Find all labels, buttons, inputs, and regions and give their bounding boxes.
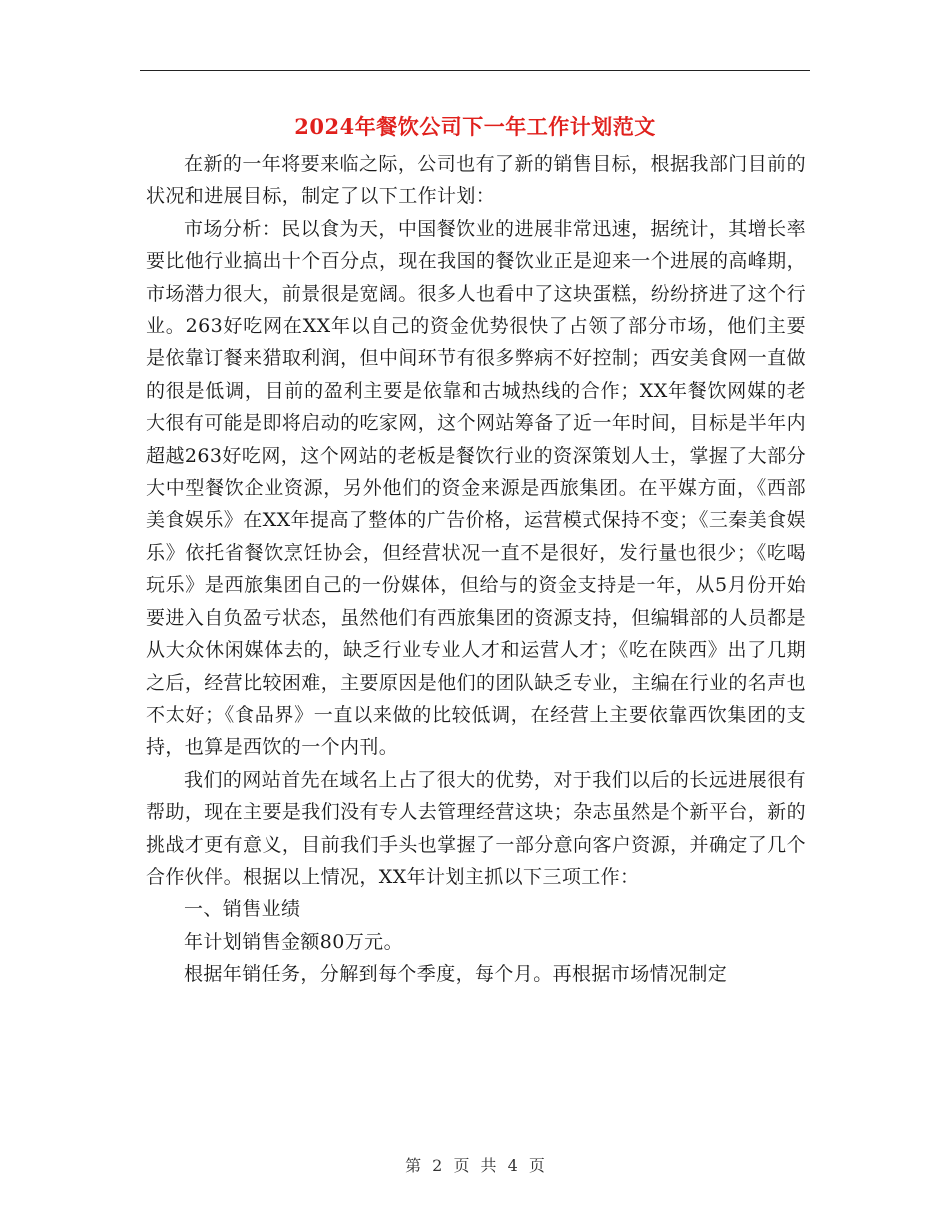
page-number: 第 2 页 共 4 页 [405, 1156, 545, 1175]
document-title: 2024年餐饮公司下一年工作计划范文 [294, 114, 656, 139]
section-heading-sales: 一、销售业绩 [184, 898, 301, 921]
paragraph-intro: 在新的一年将要来临之际，公司也有了新的销售目标，根据我部门目前的状况和进展目标，制定了以下工作计划： [146, 153, 806, 208]
paragraph-our-advantages: 我们的网站首先在域名上占了很大的优势，对于我们以后的长远进展很有帮助，现在主要是我们没有专人去管理经营这块；杂志虽然是个新平台，新的挑战才更有意义，目前我们手头也掌握了一部分意向客户资源，并确定了几个合作伙伴。根据以上情况，XX年计划主抓以下三项工作： [146, 768, 806, 888]
header-rule [140, 70, 810, 71]
document-body [146, 148, 806, 991]
paragraph-sales-breakdown: 根据年销任务，分解到每个季度，每个月。再根据市场情况制定 [184, 963, 728, 986]
paragraph-sales-target: 年计划销售金额80万元。 [184, 930, 403, 953]
paragraph-market-analysis: 市场分析：民以食为天，中国餐饮业的进展非常迅速，据统计，其增长率要比他行业搞出十个百分点，现在我国的餐饮业正是迎来一个进展的高峰期，市场潜力很大，前景很是宽阔。很多人也看中了这块蛋糕，纷纷挤进了这个行业。263好吃网在XX年以自己的资金优势很快了占领了部分市场，他们主要是依靠订餐来猎取利润，但中间环节有很多弊病不好控制；西安美食网一直做的很是低调，目前的盈利主要是依靠和古城热线的合作；XX年餐饮网媒的老大很有可能是即将启动的吃家网，这个网站筹备了近一年时间，目标是半年内超越263好吃网，这个网站的老板是餐饮行业的资深策划人士，掌握了大部分大中型餐饮企业资源，另外他们的资金来源是西旅集团。在平媒方面，《西部美食娱乐》在XX年提高了整体的广告价格，运营模式保持不变；《三秦美食娱乐》依托省餐饮烹饪协会，但经营状况一直不是很好，发行量也很少；《吃喝玩乐》是西旅集团自己的一份媒体，但给与的资金支持是一年，从5月份开始要进入自负盈亏状态，虽然他们有西旅集团的资源支持，但编辑部的人员都是从大众休闲媒体去的，缺乏行业专业人才和运营人才；《吃在陕西》出了几期之后，经营比较困难，主要原因是他们的团队缺乏专业，主编在行业的名声也不太好；《食品界》一直以来做的比较低调，在经营上主要依靠西饮集团的支持，也算是西饮的一个内刊。 [146, 217, 806, 759]
